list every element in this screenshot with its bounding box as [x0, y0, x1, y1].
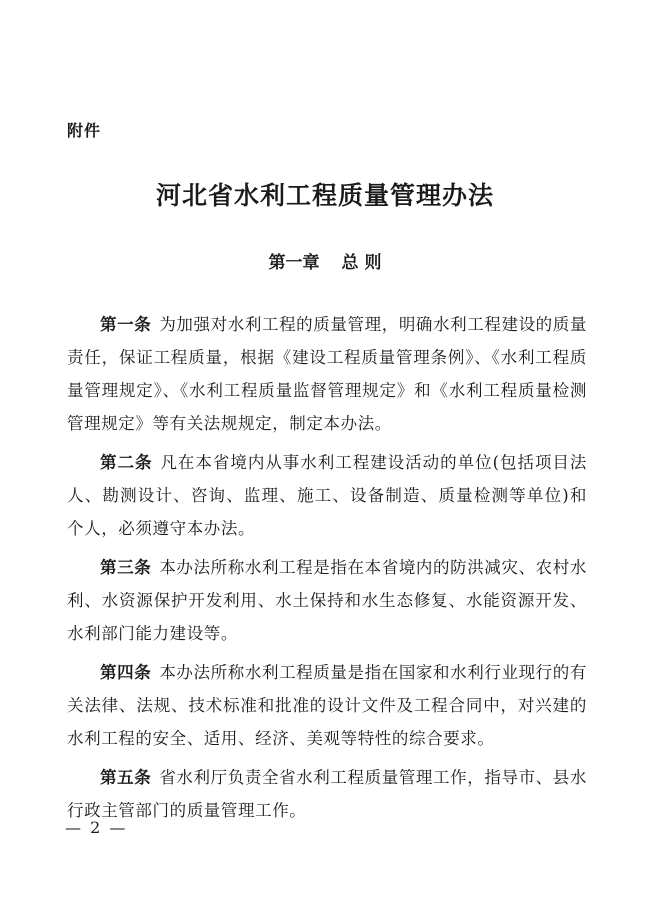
article-list	[67, 308, 587, 833]
article-text: 本办法所称水利工程是指在本省境内的防洪减灾、农村水利、水资源保护开发利用、水土保持和水生态修复、水能资源开发、水利部门能力建设等。	[67, 558, 587, 643]
article-1	[67, 308, 587, 440]
page-number: — 2 —	[65, 818, 128, 837]
article-text: 省水利厅负责全省水利工程质量管理工作，指导市、县水行政主管部门的质量管理工作。	[67, 768, 587, 820]
article-text: 为加强对水利工程的质量管理，明确水利工程建设的质量责任，保证工程质量，根据《建设工程质量管理条例》、《水利工程质量管理规定》、《水利工程质量监督管理规定》和《水利工程质量检测管理规定》等有关法规规定，制定本办法。	[67, 315, 587, 433]
document-title: 河北省水利工程质量管理办法	[155, 181, 494, 210]
article-label: 第五条	[100, 768, 152, 787]
article-5	[67, 761, 587, 827]
chapter-number: 第一章	[268, 253, 320, 273]
article-2	[67, 446, 587, 545]
article-label: 第三条	[100, 558, 152, 577]
chapter-heading	[0, 248, 650, 273]
article-label: 第四条	[100, 663, 152, 682]
article-label: 第二条	[100, 453, 153, 472]
attachment-label: 附件	[67, 121, 102, 140]
article-text: 凡在本省境内从事水利工程建设活动的单位(包括项目法人、勘测设计、咨询、监理、施工、设备制造、质量检测等单位)和个人，必须遵守本办法。	[67, 453, 588, 538]
article-text: 本办法所称水利工程质量是指在国家和水利行业现行的有关法律、法规、技术标准和批准的设计文件及工程合同中，对兴建的水利工程的安全、适用、经济、美观等特性的综合要求。	[67, 663, 587, 748]
article-3	[67, 551, 587, 650]
article-label: 第一条	[100, 315, 152, 334]
article-4	[67, 656, 587, 755]
chapter-name: 总 则	[341, 253, 382, 273]
